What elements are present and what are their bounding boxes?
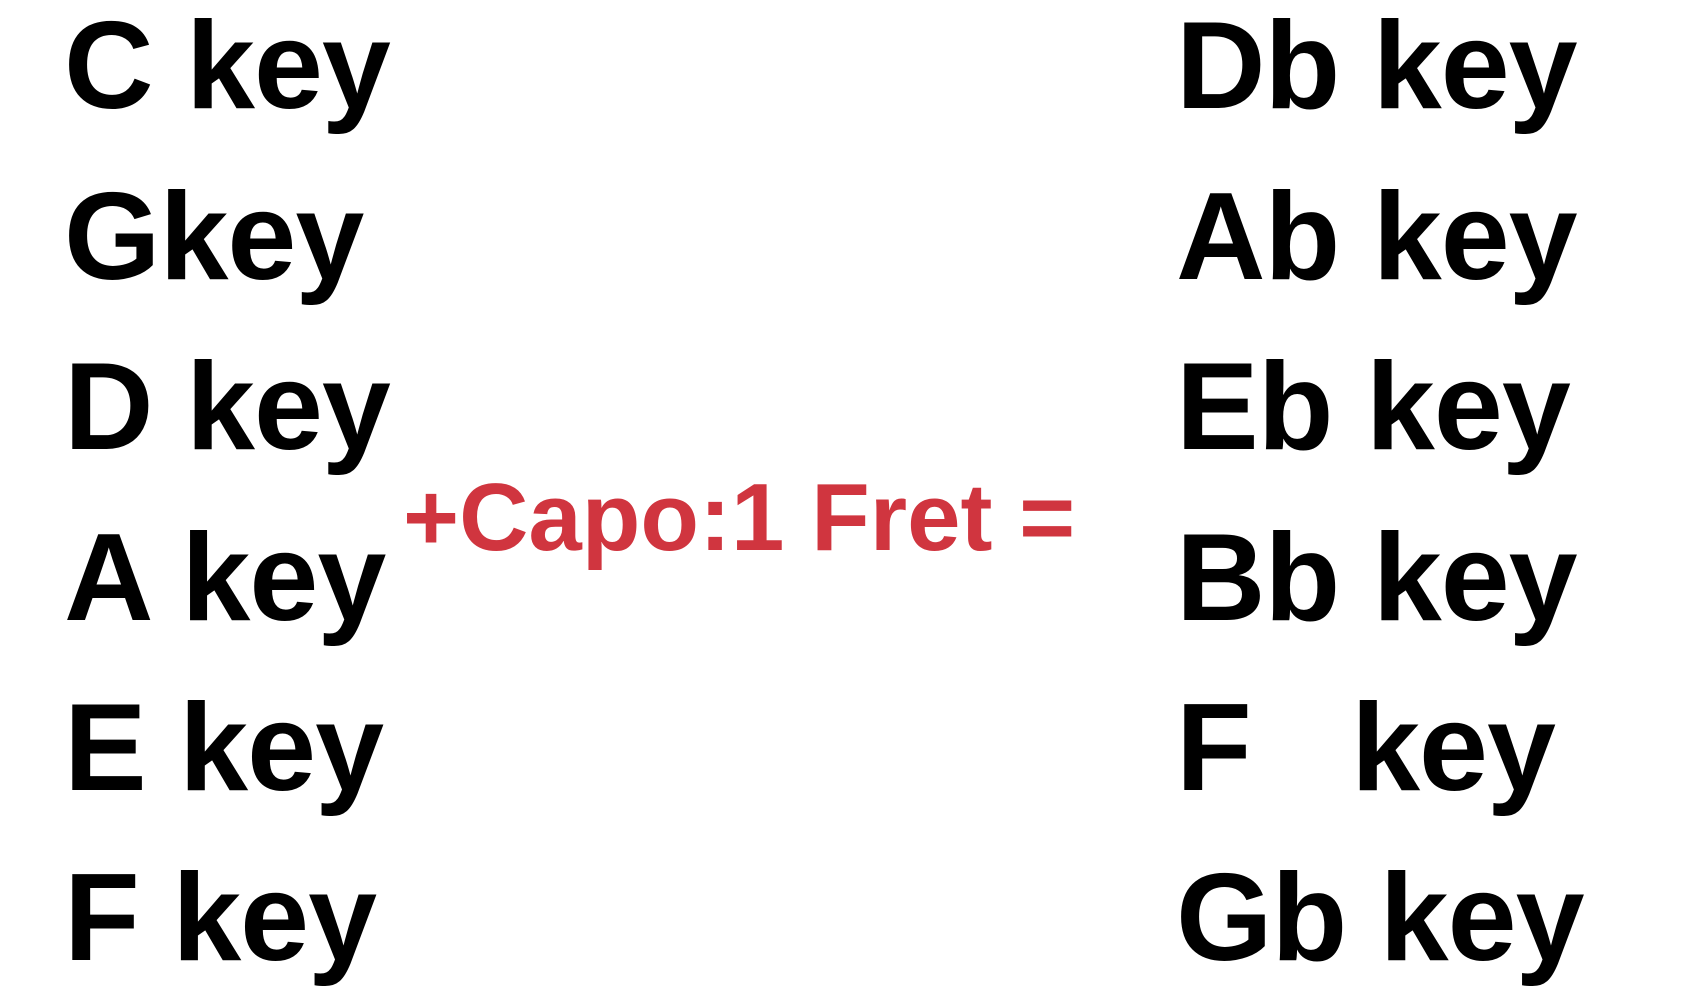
resulting-key-ab: Ab key bbox=[1176, 168, 1577, 306]
resulting-key-db: Db key bbox=[1176, 0, 1577, 135]
original-key-a: A key bbox=[64, 509, 386, 647]
resulting-key-bb: Bb key bbox=[1176, 509, 1577, 647]
capo-label: +Capo:1 Fret = bbox=[403, 464, 1076, 571]
original-key-g: Gkey bbox=[64, 168, 364, 306]
original-key-e: E key bbox=[64, 679, 384, 817]
original-key-f: F key bbox=[64, 849, 377, 987]
resulting-key-eb: Eb key bbox=[1176, 338, 1570, 476]
original-key-c: C key bbox=[64, 0, 390, 135]
resulting-key-f: F key bbox=[1176, 679, 1555, 817]
resulting-key-gb: Gb key bbox=[1176, 849, 1584, 987]
original-key-d: D key bbox=[64, 338, 390, 476]
